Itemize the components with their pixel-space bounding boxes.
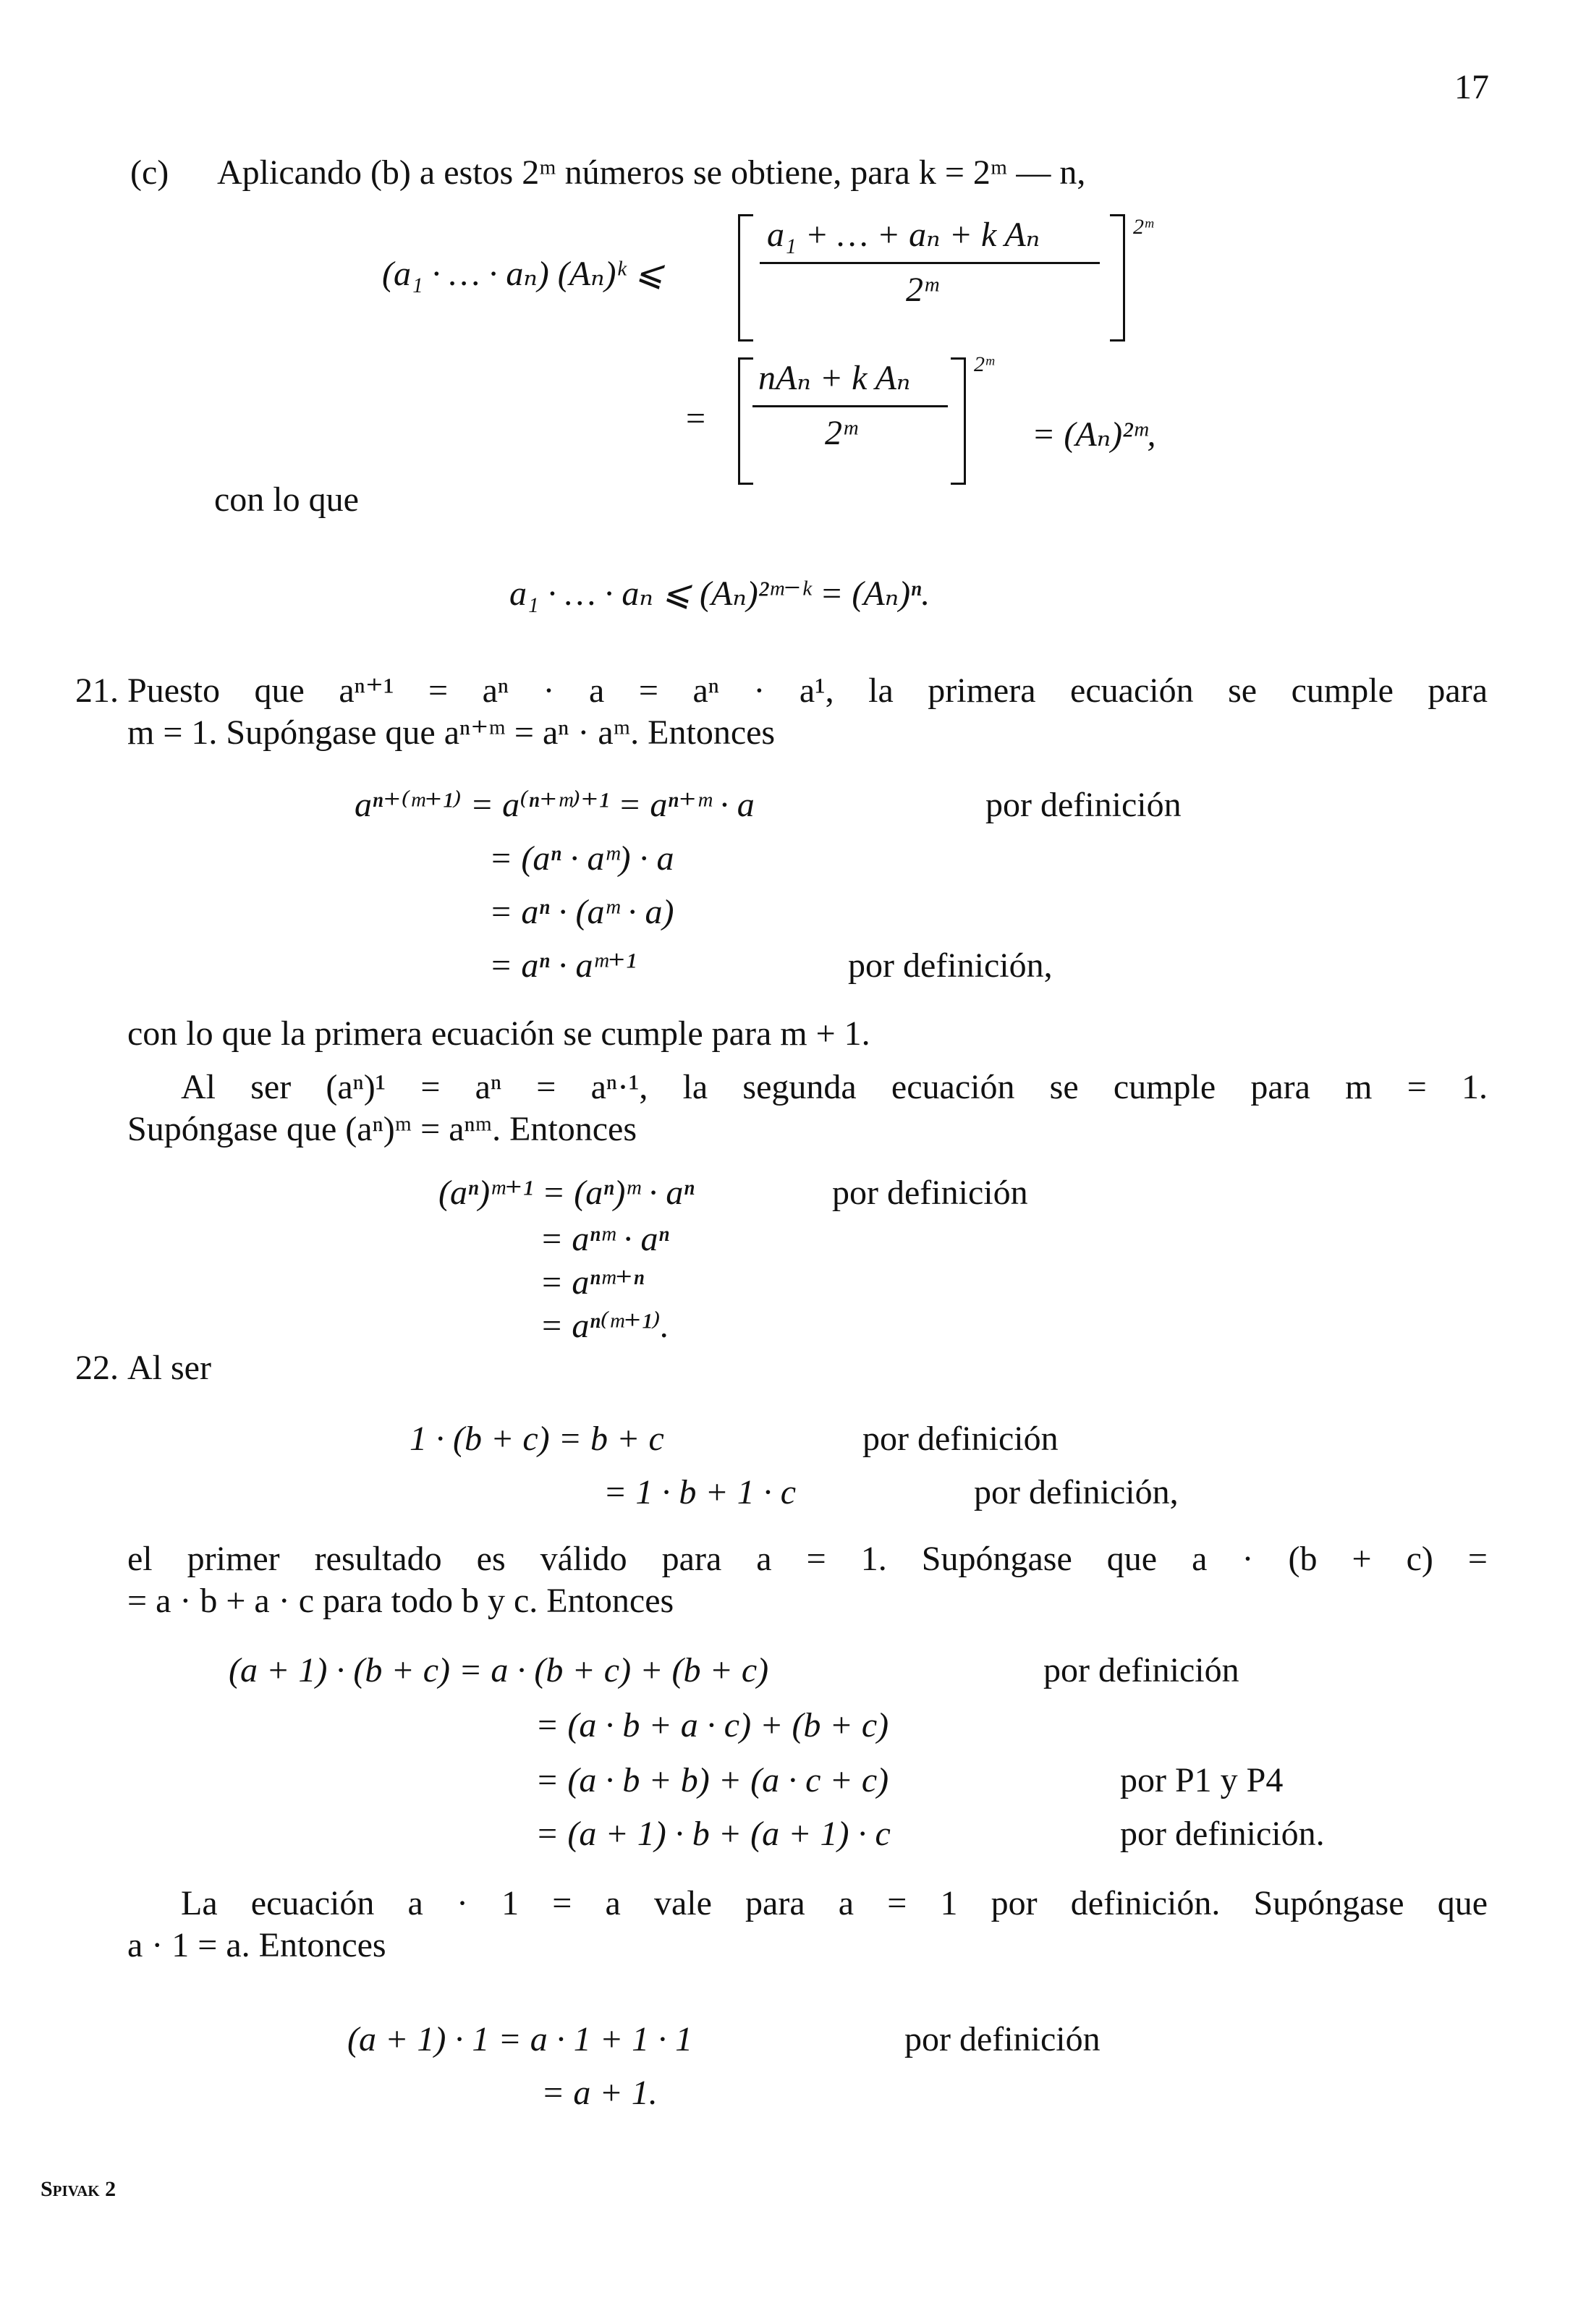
ex22-number: 22. [75, 1349, 119, 1387]
ex22-b2-expr-3: = (a + 1) · b + (a + 1) · c [535, 1815, 891, 1853]
ex21-b1-expr-2: = aⁿ · (aᵐ · a) [489, 893, 674, 931]
eq2-equals: = [686, 399, 706, 438]
part-c-intro: Aplicando (b) a estos 2ᵐ números se obtiene, para k = 2ᵐ — n, [217, 153, 1086, 192]
part-c-result: a₁ · … · aₙ ⩽ (Aₙ)²ᵐ⁻ᵏ = (Aₙ)ⁿ. [509, 574, 930, 613]
ex22-b2-expr-2: = (a · b + b) + (a · c + c) [535, 1761, 889, 1799]
ex21-line2: m = 1. Supóngase que aⁿ⁺ᵐ = aⁿ · aᵐ. Entonces [127, 713, 776, 752]
ex22-b3-expr-0: (a + 1) · 1 = a · 1 + 1 · 1 [347, 2020, 693, 2058]
ex21-b1-reason-0: por definición [985, 786, 1182, 824]
eq1-bracket-right [1110, 214, 1125, 342]
eq2-bracket-right [951, 357, 966, 485]
ex21-number: 21. [75, 671, 119, 710]
part-c-label: (c) [130, 153, 169, 192]
eq2-numerator: nAₙ + k Aₙ [758, 359, 911, 397]
footer-signature: Spivak 2 [41, 2177, 116, 2201]
eq2-rhs: = (Aₙ)²ᵐ, [1032, 415, 1156, 454]
ex22-b1-reason-0: por definición [862, 1420, 1059, 1458]
page-number: 17 [1454, 68, 1489, 106]
ex22-para2-line2: a · 1 = a. Entonces [127, 1926, 386, 1964]
ex22-b2-reason-2: por P1 y P4 [1120, 1761, 1284, 1799]
eq1-denominator: 2ᵐ [906, 271, 938, 309]
eq1-fraction-bar [760, 262, 1100, 264]
eq1-lhs: (a₁ · … · aₙ) (Aₙ)ᵏ ⩽ [382, 255, 664, 293]
eq1-exponent: 2ᵐ [1133, 215, 1153, 239]
ex21-b2-expr-2: = aⁿᵐ⁺ⁿ [540, 1263, 644, 1302]
eq1-bracket-left [738, 214, 753, 342]
eq1-numerator: a₁ + … + aₙ + k Aₙ [767, 216, 1040, 254]
ex21-line1: Puesto que aⁿ⁺¹ = aⁿ · a = aⁿ · a¹, la primera ecuación se cumple para [127, 671, 1488, 710]
ex21-b2-reason-0: por definición [832, 1174, 1028, 1212]
ex22-para1-line1: el primer resultado es válido para a = 1. Supóngase que a · (b + c) = [127, 1540, 1488, 1578]
eq2-exponent: 2ᵐ [974, 352, 994, 376]
ex21-b1-expr-0: aⁿ⁺⁽ᵐ⁺¹⁾ = a⁽ⁿ⁺ᵐ⁾⁺¹ = aⁿ⁺ᵐ · a [355, 786, 755, 824]
ex21-b2-expr-0: (aⁿ)ᵐ⁺¹ = (aⁿ)ᵐ · aⁿ [438, 1174, 695, 1212]
ex22-b2-reason-0: por definición [1043, 1651, 1239, 1689]
ex22-b1-expr-1: = 1 · b + 1 · c [603, 1473, 797, 1511]
ex21-b1-expr-1: = (aⁿ · aᵐ) · a [489, 839, 674, 878]
ex21-b1-expr-3: = aⁿ · aᵐ⁺¹ [489, 946, 637, 985]
ex22-b1-reason-1: por definición, [974, 1473, 1179, 1511]
ex22-b2-expr-0: (a + 1) · (b + c) = a · (b + c) + (b + c) [229, 1651, 769, 1689]
ex21-b1-reason-3: por definición, [848, 946, 1053, 985]
eq2-denominator: 2ᵐ [825, 414, 857, 452]
ex21-b2-expr-3: = aⁿ⁽ᵐ⁺¹⁾. [540, 1307, 669, 1345]
ex22-b2-reason-3: por definición. [1120, 1815, 1325, 1853]
ex22-b2-expr-1: = (a · b + a · c) + (b + c) [535, 1706, 889, 1744]
ex22-para2-line1: La ecuación a · 1 = a vale para a = 1 por definición. Supóngase que [181, 1884, 1488, 1922]
ex21-b2-expr-1: = aⁿᵐ · aⁿ [540, 1220, 669, 1258]
ex22-b3-reason-0: por definición [904, 2020, 1101, 2058]
eq2-bracket-left [738, 357, 753, 485]
ex22-b3-expr-1: = a + 1. [541, 2074, 658, 2112]
ex22-intro: Al ser [127, 1349, 211, 1387]
ex22-para1-line2: = a · b + a · c para todo b y c. Entonces [127, 1582, 674, 1620]
ex22-b1-expr-0: 1 · (b + c) = b + c [410, 1420, 664, 1458]
con-lo-que: con lo que [214, 480, 359, 519]
ex21-para2-line2: Supóngase que (aⁿ)ᵐ = aⁿᵐ. Entonces [127, 1110, 637, 1148]
eq2-fraction-bar [752, 405, 948, 407]
ex21-after1: con lo que la primera ecuación se cumple para m + 1. [127, 1014, 870, 1053]
ex21-para2-line1: Al ser (aⁿ)¹ = aⁿ = aⁿ·¹, la segunda ecuación se cumple para m = 1. [181, 1068, 1488, 1106]
